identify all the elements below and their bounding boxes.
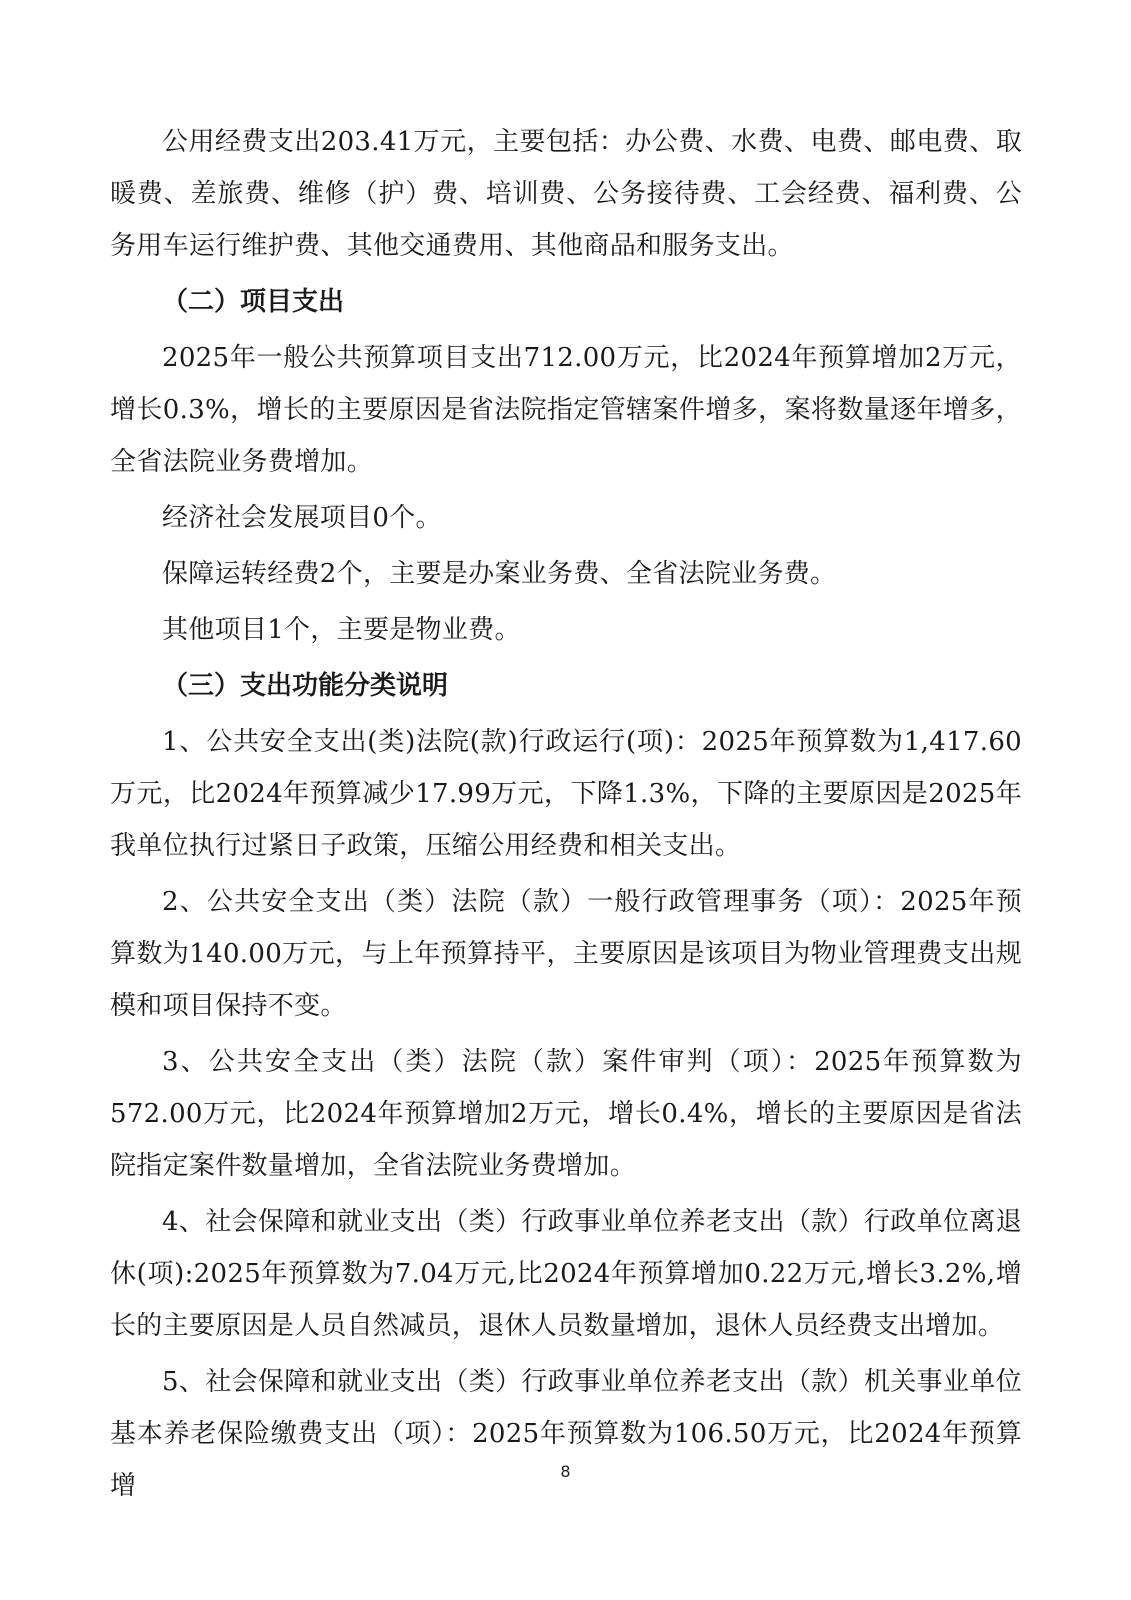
paragraph-operation-funds: 保障运转经费2个，主要是办案业务费、全省法院业务费。	[162, 559, 837, 589]
paragraph-item-5: 5、社会保障和就业支出（类）行政事业单位养老支出（款）机关事业单位基本养老保险缴费支出（项）：2025年预算数为106.50万元，比2024年预算增	[110, 1367, 1022, 1501]
paragraph-item-2: 2、公共安全支出（类）法院（款）一般行政管理事务（项）：2025年预算数为140.00万元，与上年预算持平，主要原因是该项目为物业管理费支出规模和项目保持不变。	[110, 887, 1022, 1021]
paragraph-project-expenditure: 2025年一般公共预算项目支出712.00万元，比2024年预算增加2万元，增长0.3%，增长的主要原因是省法院指定管辖案件增多，案将数量逐年增多，全省法院业务费增加。	[110, 343, 1022, 477]
paragraph-item-3: 3、公共安全支出（类）法院（款）案件审判（项）：2025年预算数为572.00万元，比2024年预算增加2万元，增长0.4%，增长的主要原因是省法院指定案件数量增加，全省法院业务费增加。	[110, 1047, 1022, 1181]
page-number: 8	[560, 1462, 571, 1481]
section-heading-project-expenditure: （二）项目支出	[162, 287, 345, 317]
paragraph-item-4: 4、社会保障和就业支出（类）行政事业单位养老支出（款）行政单位离退休(项):2025年预算数为7.04万元,比2024年预算增加0.22万元,增长3.2%,增长的主要原因是人员自然减员，退休人员数量增加，退休人员经费支出增加。	[110, 1207, 1022, 1341]
paragraph-item-1: 1、公共安全支出(类)法院(款)行政运行(项)：2025年预算数为1,417.60万元，比2024年预算减少17.99万元，下降1.3%，下降的主要原因是2025年我单位执行过紧日子政策，压缩公用经费和相关支出。	[110, 727, 1022, 861]
document-body	[110, 116, 1022, 1516]
paragraph-other-projects: 其他项目1个，主要是物业费。	[162, 615, 521, 645]
paragraph-economic-projects: 经济社会发展项目0个。	[162, 503, 442, 533]
section-heading-functional-classification: （三）支出功能分类说明	[162, 671, 449, 701]
paragraph-public-funds: 公用经费支出203.41万元，主要包括：办公费、水费、电费、邮电费、取暖费、差旅费、维修（护）费、培训费、公务接待费、工会经费、福利费、公务用车运行维护费、其他交通费用、其他商品和服务支出。	[110, 127, 1022, 261]
